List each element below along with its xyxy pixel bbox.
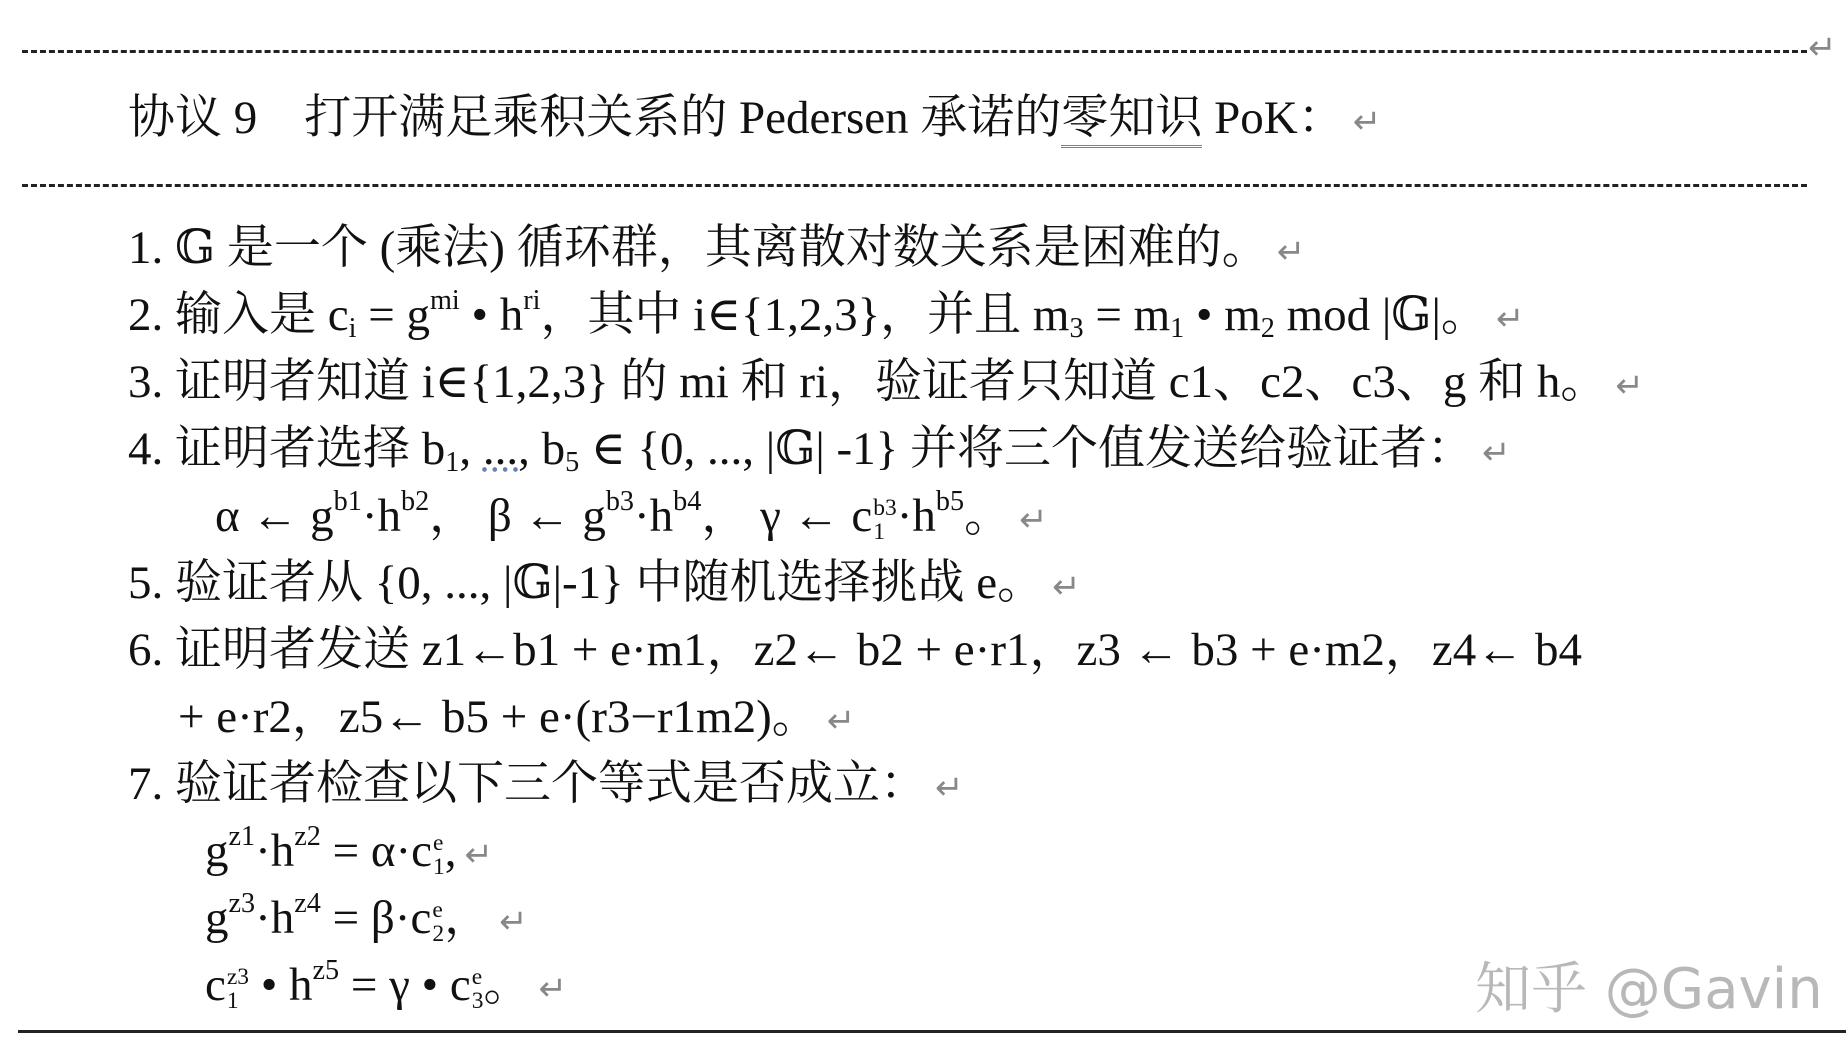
stacked-script <box>873 496 897 545</box>
subscript: 1 <box>433 854 445 881</box>
return-mark: ↵ <box>1019 500 1048 540</box>
item-2 <box>128 284 1525 347</box>
superscript: e <box>433 829 444 856</box>
equation-3 <box>205 954 567 1017</box>
subscript: 2 <box>432 921 445 948</box>
subscript: 5 <box>565 447 580 479</box>
return-mark: ↵ <box>499 902 528 942</box>
item-text: = g <box>356 289 430 341</box>
stacked-script <box>433 831 445 880</box>
item-text: • h <box>459 289 524 341</box>
superscript: z3 <box>228 887 256 919</box>
item-text: mod |𝔾|。 <box>1274 289 1488 341</box>
return-mark: ↵ <box>1276 232 1306 272</box>
title-prefix: 协议 9 打开满足乘积关系的 Pedersen 承诺的 <box>128 92 1062 144</box>
top-dashed-rule <box>22 50 1807 53</box>
item-text: 输入是 c <box>175 289 349 341</box>
formula-text: g <box>205 892 229 944</box>
formula-text: = γ • c <box>339 959 471 1011</box>
superscript: z4 <box>294 887 321 919</box>
zhihu-watermark: 知乎 @Gavin <box>1475 957 1823 1022</box>
item-text: 验证者从 {0, ..., |𝔾|-1} 中随机选择挑战 e。 <box>175 557 1045 609</box>
item-text: 𝔾 是一个 (乘法) 循环群，其离散对数关系是困难的。 <box>175 222 1269 274</box>
superscript: b3 <box>873 494 897 521</box>
subscript: 3 <box>471 988 484 1015</box>
subscript: 1 <box>445 447 460 479</box>
item-number: 4. <box>128 423 164 475</box>
superscript: z5 <box>312 954 340 986</box>
stacked-script <box>432 898 444 947</box>
item-4-formulas <box>215 485 1048 548</box>
return-mark: ↵ <box>826 701 856 741</box>
item-6 <box>128 622 1582 678</box>
item-text: 证明者知道 i∈{1,2,3} 的 mi 和 ri，验证者只知道 c1、c2、c3、g 和 h。 <box>175 356 1608 408</box>
item-number: 3. <box>128 356 164 408</box>
formula-text: g <box>205 825 229 877</box>
return-mark: ↵ <box>1495 299 1525 339</box>
stacked-script <box>227 965 249 1014</box>
return-mark: ↵ <box>1808 28 1837 68</box>
formula-text: = β·c <box>320 892 432 944</box>
formula-text: α ← g <box>215 490 334 542</box>
return-mark: ↵ <box>1615 366 1644 406</box>
item-number: 1. <box>128 222 164 274</box>
equation-2 <box>205 887 528 950</box>
superscript: b2 <box>400 485 430 517</box>
superscript: z3 <box>226 963 250 990</box>
bottom-rule <box>18 1030 1846 1033</box>
subscript: 1 <box>873 519 885 546</box>
formula-text: , <box>444 825 457 877</box>
item-7 <box>128 756 964 816</box>
formula-text: ·h <box>896 490 936 542</box>
formula-text: ， <box>444 892 492 944</box>
subscript: i <box>348 313 357 345</box>
item-5 <box>128 555 1081 615</box>
protocol-title <box>128 90 1381 150</box>
subscript: 1 <box>1170 313 1185 345</box>
return-mark: ↵ <box>935 768 964 808</box>
superscript: ri <box>523 284 541 316</box>
item-number: 5. <box>128 557 164 609</box>
superscript: z2 <box>294 820 321 852</box>
return-mark: ↵ <box>464 835 494 875</box>
formula-text: ， γ ← c <box>701 490 873 542</box>
formula-text: ·h <box>634 490 674 542</box>
return-mark: ↵ <box>1052 567 1081 607</box>
subscript: 3 <box>1069 313 1084 345</box>
item-text: = m <box>1083 289 1171 341</box>
title-suffix: PoK： <box>1202 92 1345 144</box>
item-text: 证明者发送 z1←b1 + e·m1，z2← b2 + e·r1，z3 ← b3 + e·m2，z4← b4 <box>175 624 1583 676</box>
item-1 <box>128 220 1305 280</box>
item-3 <box>128 354 1644 414</box>
superscript: mi <box>429 284 460 316</box>
item-number: 2. <box>128 289 164 341</box>
superscript: e <box>432 896 443 923</box>
formula-text: c <box>205 959 226 1011</box>
title-link[interactable]: 零知识 <box>1061 92 1202 148</box>
superscript: z1 <box>228 820 256 852</box>
item-text: 验证者检查以下三个等式是否成立： <box>175 758 927 810</box>
item-number: 6. <box>128 624 164 676</box>
item-text: , b <box>518 423 566 475</box>
item-text: + e·r2，z5← b5 + e·(r3−r1m2)。 <box>178 691 819 743</box>
subscript: 1 <box>226 988 239 1015</box>
return-mark: ↵ <box>538 969 567 1009</box>
mid-dashed-rule <box>22 184 1807 187</box>
formula-text: ·h <box>255 825 295 877</box>
equation-1 <box>205 820 494 883</box>
superscript: b4 <box>673 485 702 517</box>
formula-text: = α·c <box>320 825 433 877</box>
stacked-script <box>472 965 484 1014</box>
item-number: 7. <box>128 758 164 810</box>
superscript: b5 <box>935 485 965 517</box>
superscript: b3 <box>605 485 635 517</box>
item-text: ，其中 i∈{1,2,3}，并且 m <box>540 289 1070 341</box>
item-text: ∈ {0, ..., |𝔾| -1} 并将三个值发送给验证者： <box>579 423 1474 475</box>
item-6-continued <box>178 689 855 749</box>
superscript: b1 <box>333 485 362 517</box>
item-text: , <box>459 423 483 475</box>
subscript: 2 <box>1260 313 1275 345</box>
formula-text: 。 <box>483 959 531 1011</box>
return-mark: ↵ <box>1481 433 1511 473</box>
item-ellipsis: ... <box>482 423 519 475</box>
formula-text: ·h <box>255 892 295 944</box>
item-text: 证明者选择 b <box>175 423 446 475</box>
formula-text: ·h <box>361 490 401 542</box>
return-mark: ↵ <box>1352 102 1382 142</box>
formula-text: • h <box>249 959 313 1011</box>
formula-text: 。 <box>964 490 1012 542</box>
item-text: • m <box>1184 289 1261 341</box>
item-4 <box>128 421 1510 481</box>
formula-text: ， β ← g <box>429 490 606 542</box>
superscript: e <box>471 963 483 990</box>
